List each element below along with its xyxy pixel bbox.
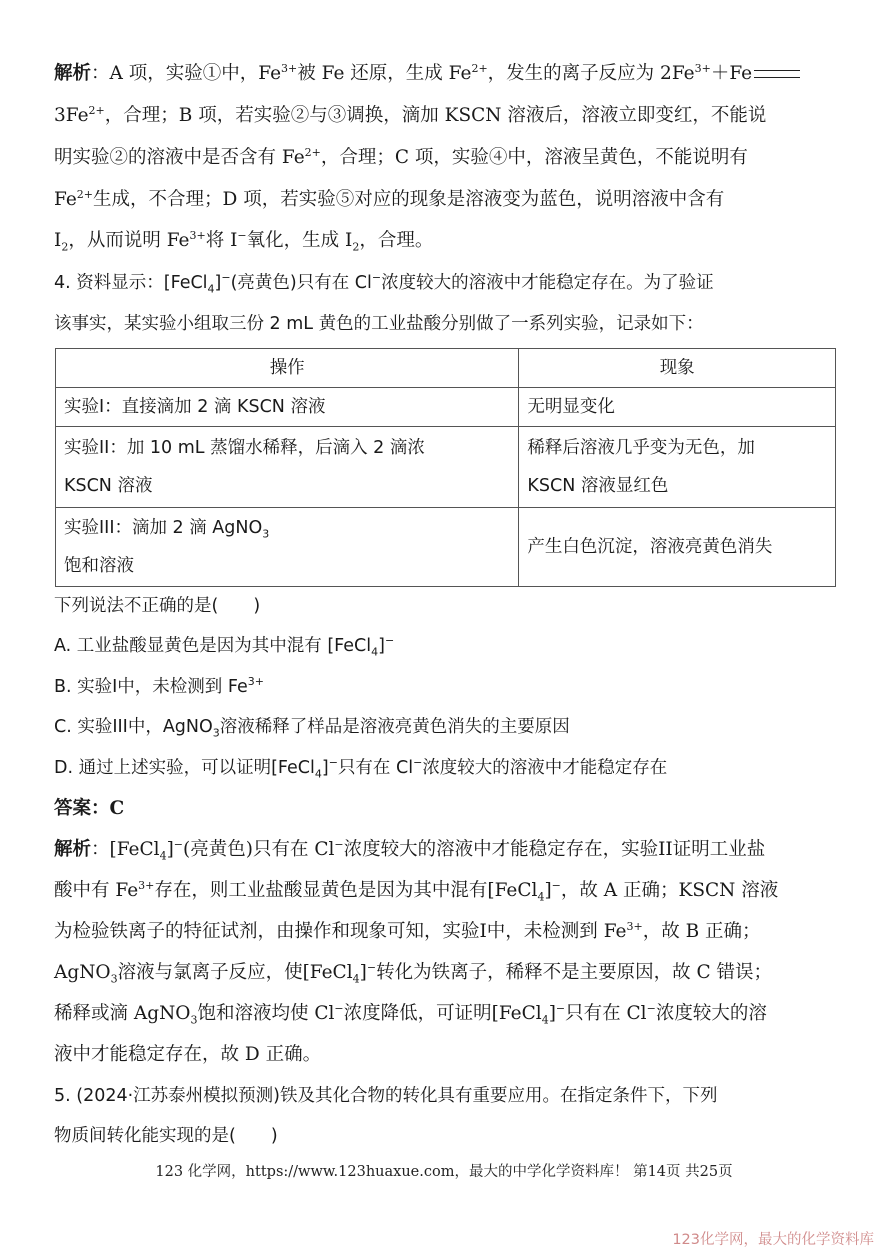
- analysis2-line2: 酸中有 $Fe^{3+}$存在，则工业盐酸显黄色是因为其中混有[FeCl$_4$]−，故 A 正确；KSCN 溶液: [54, 878, 779, 904]
- table-cell-phenomenon: 无明显变化: [519, 388, 836, 427]
- analysis2-line3: 为检验铁离子的特征试剂，由操作和现象可知，实验I中，未检测到 $Fe^{3+}$，故 B 正确；: [54, 919, 761, 942]
- analysis1-line5: $I_2$，从而说明 $Fe^{3+}$将 I−氧化，生成 $I_2$，合理。: [54, 228, 434, 254]
- table-row: [56, 388, 836, 427]
- equals-sign-icon: [754, 70, 800, 78]
- analysis2-line1: 解析：[FeCl$_4$]−(亮黄色)只有在 Cl−浓度较大的溶液中才能稳定存在，实验II证明工业盐: [54, 837, 766, 863]
- table-header-row: [56, 349, 836, 388]
- table-cell-operation: 实验III：滴加 2 滴 AgNO$_3$ 饱和溶液: [56, 508, 519, 587]
- answer: 答案：C: [54, 798, 125, 819]
- analysis2-line5: 稀释或滴 AgNO$_3$饱和溶液均使 Cl−浓度降低，可证明[FeCl$_4$]−只有在 Cl−浓度较大的溶: [54, 1001, 767, 1027]
- answer-value: C: [109, 798, 125, 819]
- table-row: [56, 427, 836, 508]
- option-a: A. 工业盐酸显黄色是因为其中混有 [FeCl$_4$]−: [54, 634, 395, 659]
- page-footer: 123 化学网，https://www.123huaxue.com，最大的中学化学资料库！ 第14页 共25页: [155, 1164, 733, 1180]
- experiment-table: [55, 348, 836, 587]
- analysis1-line2: $3Fe^{2+}$，合理；B 项，若实验②与③调换，滴加 KSCN 溶液后，溶液立即变红，不能说: [54, 103, 767, 126]
- q4-line2: 该事实，某实验小组取三份 2 mL 黄色的工业盐酸分别做了一系列实验，记录如下：: [54, 314, 704, 334]
- option-c: C. 实验III中，AgNO$_3$溶液稀释了样品是溶液亮黄色消失的主要原因: [54, 717, 570, 740]
- analysis2-line4: AgNO$_3$溶液与氯离子反应，使[FeCl$_4$]−转化为铁离子，稀释不是主要原因，故 C 错误；: [54, 960, 772, 986]
- analysis1-line1: 解析：A 项，实验①中，$Fe^{3+}$被 Fe 还原，生成 $Fe^{2+}$，发生的离子反应为 $2Fe^{3+}+Fe$: [54, 62, 800, 86]
- table-cell-operation: 实验I：直接滴加 2 滴 KSCN 溶液: [56, 388, 519, 427]
- q4-prompt: 下列说法不正确的是( ): [54, 596, 261, 616]
- q5-line2: 物质间转化能实现的是( ): [54, 1126, 278, 1146]
- analysis2-line6: 液中才能稳定存在，故 D 正确。: [54, 1044, 322, 1065]
- table-header-operation: 操作: [56, 349, 519, 388]
- option-b: B. 实验I中，未检测到 $Fe^{3+}$: [54, 675, 264, 697]
- q5-line1: 5. (2024·江苏泰州模拟预测)铁及其化合物的转化具有重要应用。在指定条件下，下列: [54, 1086, 718, 1106]
- table-row: [56, 508, 836, 587]
- table-cell-phenomenon: 稀释后溶液几乎变为无色，加 KSCN 溶液显红色: [519, 427, 836, 508]
- watermark: 123化学网，最大的化学资料库: [672, 1232, 874, 1248]
- option-d: D. 通过上述实验，可以证明[FeCl$_4$]−只有在 Cl−浓度较大的溶液中才能稳定存在: [54, 756, 668, 781]
- table-cell-operation: 实验II：加 10 mL 蒸馏水稀释，后滴入 2 滴浓 KSCN 溶液: [56, 427, 519, 508]
- table-cell-phenomenon: 产生白色沉淀，溶液亮黄色消失: [519, 508, 836, 587]
- q4-line1: 4. 资料显示：[FeCl$_4$]−(亮黄色)只有在 Cl−浓度较大的溶液中才能稳定存在。为了验证: [54, 271, 714, 296]
- analysis1-line4: $Fe^{2+}$生成，不合理；D 项，若实验⑤对应的现象是溶液变为蓝色，说明溶液中含有: [54, 187, 725, 210]
- table-header-phenomenon: 现象: [519, 349, 836, 388]
- analysis1-line3: 明实验②的溶液中是否含有 $Fe^{2+}$，合理；C 项，实验④中，溶液呈黄色，不能说明有: [54, 145, 748, 168]
